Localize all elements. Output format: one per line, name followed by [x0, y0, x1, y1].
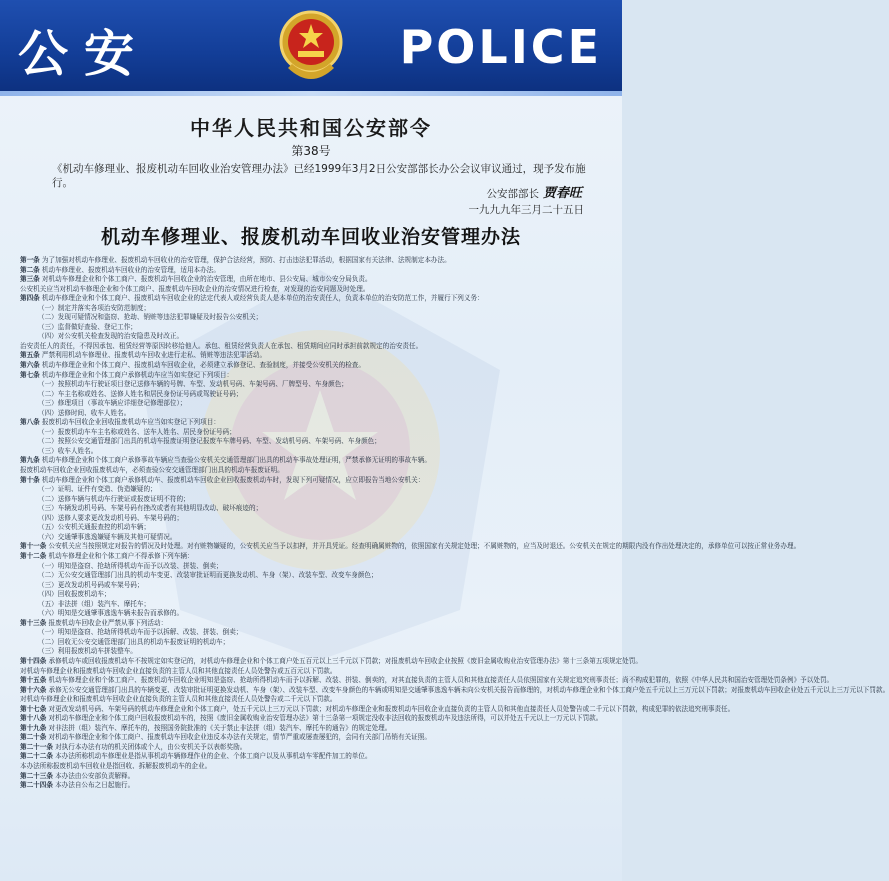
article-line	[20, 380, 602, 390]
article-line	[20, 428, 602, 438]
article-text: （一）明知是盗窃、抢劫所得机动车而予以拆解、改装、拼装、倒卖；	[38, 628, 243, 637]
article-line	[20, 266, 602, 276]
article-line	[20, 523, 602, 533]
article-line	[20, 752, 602, 762]
article-text: 对机动车修理企业和个体工商户回收报废机动车的，按照《废旧金属收购业治安管理办法》第十三条第一项规定没收非法回收的报废机动车及违法所得，可以并处五千元以上一万元以下罚款。	[48, 714, 603, 723]
article-line	[20, 313, 602, 323]
article-line	[20, 562, 602, 572]
article-text: （一）证明、证件有变造、伪造嫌疑的；	[38, 485, 157, 494]
article-text: （三）更改发动机号码或车架号码；	[38, 580, 144, 589]
article-text: 治安责任人的责任，不得因承包、租赁经营等原因转移给他人。承包、租赁经营负责人在承包、租赁期间应同时承担前款规定的治安责任。	[20, 341, 423, 350]
article-line	[20, 714, 602, 724]
article-number: 第七条	[20, 370, 40, 379]
header-left-text: 公安	[18, 25, 150, 83]
article-number: 第十九条	[20, 723, 47, 732]
article-text: 报废机动车回收企业严禁从事下列活动：	[48, 618, 168, 627]
article-line	[20, 733, 602, 743]
article-line	[20, 781, 602, 791]
national-emblem-icon	[276, 4, 346, 90]
article-number: 第十八条	[20, 714, 47, 723]
article-text: 对机动车修理企业和个体工商户、报废机动车回收企业的治安管理，由所在地市、县公安局、城市公安分局负责。	[41, 275, 372, 284]
article-text: 为了加强对机动车修理业、报废机动车回收业的治安管理，保护合法经营，预防、打击违法犯罪活动，根据国家有关法律、法规制定本办法。	[41, 256, 451, 264]
article-line	[20, 409, 602, 419]
article-text: 对机动车修理企业和个体工商户、报废机动车回收企业违反本办法有关规定，情节严重或屡查屡犯的，会同有关部门吊销有关证照。	[48, 733, 431, 742]
signatory-label: 公安部部长	[486, 188, 539, 200]
article-line	[20, 724, 602, 734]
article-text: （二）送修车辆与机动车行驶证或报废证明不符的；	[38, 494, 190, 503]
articles-body	[20, 256, 889, 791]
article-number: 第二十四条	[20, 781, 53, 790]
header-stripe	[0, 91, 622, 96]
article-text: 承修无公安交通管理部门出具的车辆变更、改装审批证明更换发动机、车身（架）、改装车型、改变车身颜色的车辆或明知是交通肇事逃逸车辆未向公安机关报告而修理的，对机动车修理企业和个体工商户处五千元以上三万元以下罚款；对报废机动车回收企业处五千元以上三万元以下罚款。	[48, 685, 889, 694]
article-line	[20, 275, 602, 285]
decree-intro: 《机动车修理业、报废机动车回收业治安管理办法》已经1999年3月2日公安部部长办公会议审议通过，现予发布施行。	[52, 163, 586, 189]
article-text: 机动车修理业、报废机动车回收业的治安管理，适用本办法。	[41, 265, 220, 274]
article-line	[20, 628, 602, 638]
article-line	[20, 571, 602, 581]
article-line	[20, 390, 602, 400]
article-text: 机动车修理企业和个体工商户不得承修下列车辆：	[48, 551, 194, 560]
article-text: （一）制定并落实各项治安防范制度；	[38, 303, 151, 312]
article-text: 严禁利用机动车修理业、报废机动车回收业进行走私、销赃等违法犯罪活动。	[41, 351, 267, 360]
article-text: 公安机关应当按照规定对报告的情况及时处理。对有赃物嫌疑的，公安机关应当予以扣押，并开具凭证。经查明确属赃物的，依照国家有关规定处理；不属赃物的，应当及时退还。公安机关在规定的期限内没有作出处理决定的，承修单位可以按正常业务办理。	[48, 542, 801, 551]
article-number: 第一条	[20, 256, 40, 264]
article-number: 第九条	[20, 456, 40, 465]
article-text: 机动车修理企业和个体工商户承修事故车辆应当查验公安机关交通管理部门出具的机动车事故处理证明，严禁承修无证明的事故车辆。	[41, 456, 431, 465]
article-line	[20, 485, 602, 495]
article-number: 第十三条	[20, 618, 47, 627]
article-text: （二）回收无公安交通管理部门出具的机动车报废证明的机动车；	[38, 637, 230, 646]
decree-number: 第38号	[291, 144, 331, 158]
article-line	[20, 772, 602, 782]
article-text: （一）明知是盗窃、抢劫所得机动车而予以改装、拼装、倒卖；	[38, 561, 223, 570]
article-number: 第十四条	[20, 656, 47, 665]
article-text: 机动车修理企业和个体工商户、报废机动车回收企业明知是盗窃、抢劫所得机动车而予以拆解、改装、拼装、倒卖的，对其直接负责的主管人员和其他直接责任人员依照国家有关规定追究刑事责任；尚不构成犯罪的，依照《中华人民共和国治安管理处罚条例》予以处罚。	[48, 676, 834, 685]
article-text: （六）明知是交通肇事逃逸车辆未报告而承修的。	[38, 609, 184, 618]
article-text: （二）按照公安交通管理部门出具的机动车报废证明登记报废车车牌号码、车型、发动机号码、车架号码、车身颜色；	[38, 437, 381, 446]
article-number: 第十七条	[20, 704, 47, 713]
article-text: （四）送修人要求更改发动机号码、车架号码的；	[38, 513, 184, 522]
article-text: （二）无公安交通管理部门出具的机动车变更、改装审批证明而更换发动机、车身（架）、改装车型、改变车身颜色；	[38, 571, 378, 580]
article-line	[20, 456, 602, 466]
article-text: （三）利用报废机动车拼装整车。	[38, 647, 137, 656]
article-line	[20, 361, 602, 371]
article-text: 对非法拼（组）装汽车、摩托车的，按照国务院批准的《关于禁止非法拼（组）装汽车、摩托车的通告》的规定处理。	[48, 723, 392, 732]
article-text: （二）发现可疑情况和盗窃、抢劫、销赃等违法犯罪嫌疑及时报告公安机关；	[38, 313, 263, 322]
article-line	[20, 656, 642, 667]
article-number: 第十五条	[20, 676, 47, 685]
article-number: 第二十一条	[20, 742, 53, 751]
article-line	[20, 285, 602, 295]
article-line	[20, 533, 602, 543]
article-number: 第五条	[20, 351, 40, 360]
article-text: 对执行本办法有功的机关团体或个人，由公安机关予以表彰奖励。	[55, 742, 247, 751]
article-line	[20, 476, 602, 486]
article-number: 第二条	[20, 265, 40, 274]
article-text: （四）回收报废机动车；	[38, 590, 111, 599]
article-line	[20, 676, 834, 686]
article-text: 本办法所称机动车修理业是指从事机动车辆修理作业的企业、个体工商户以及从事机动车零配件加工的单位。	[55, 752, 372, 761]
article-number: 第二十条	[20, 733, 47, 742]
article-number: 第十一条	[20, 542, 47, 551]
article-line	[20, 743, 602, 753]
article-text: 报废机动车回收企业回收报废机动车应当如实登记下列项目：	[41, 418, 220, 427]
article-number: 第十六条	[20, 685, 47, 694]
article-text: 机动车修理企业和个体工商户、报废机动车回收企业的法定代表人或经营负责人是本单位的治安责任人，负责本单位的治安防范工作，并履行下列义务：	[41, 294, 484, 303]
article-number: 第二十二条	[20, 752, 53, 761]
article-text: 报废机动车回收企业回收报废机动车，必须查验公安交通管理部门出具的机动车报废证明。	[20, 466, 284, 475]
article-text: 机动车修理企业和个体工商户承修机动车、报废机动车回收企业回收报废机动车时，发现下列可疑情况，应立即报告当地公安机关：	[41, 475, 425, 484]
article-line	[20, 256, 602, 266]
article-number: 第十二条	[20, 551, 47, 560]
article-line	[20, 418, 602, 428]
decree-date: 一九九九年三月二十五日	[468, 204, 584, 216]
article-text: （一）报废机动车车主名称或姓名、送车人姓名、居民身份证号码；	[38, 427, 236, 436]
article-text: 机动车修理企业和个体工商户、报废机动车回收企业，必须建立承修登记、查验制度，并接受公安机关的检查。	[41, 361, 365, 370]
article-text: （五）公安机关通报查控的机动车辆；	[38, 523, 151, 532]
article-line	[20, 504, 602, 514]
article-text: 本办法由公安部负责解释。	[55, 771, 135, 780]
article-text: 本办法所称报废机动车回收业是指回收、拆解报废机动车的企业。	[20, 761, 212, 770]
article-line	[20, 581, 602, 591]
article-text: （一）按照机动车行驶证项目登记送修车辆的号牌、车型、发动机号码、车架号码、厂牌型号、车身颜色；	[38, 380, 348, 389]
article-line	[20, 437, 602, 447]
article-line	[20, 466, 602, 476]
article-text: （三）收车人姓名。	[38, 446, 98, 455]
document-title: 机动车修理业、报废机动车回收业治安管理办法	[100, 226, 521, 248]
article-line	[20, 332, 602, 342]
article-number: 第四条	[20, 294, 40, 303]
article-line	[20, 304, 602, 314]
article-text: （六）交通肇事逃逸嫌疑车辆及其他可疑情况。	[38, 532, 177, 541]
article-number: 第六条	[20, 361, 40, 370]
article-line	[20, 514, 602, 524]
article-line	[20, 590, 602, 600]
article-line	[20, 695, 602, 705]
article-line	[20, 552, 602, 562]
article-number: 第八条	[20, 418, 40, 427]
decree-title: 中华人民共和国公安部令	[190, 116, 432, 140]
signatory	[486, 182, 582, 201]
article-text: 对更改发动机号码、车架号码的机动车修理企业和个体工商户，处五千元以上三万元以下罚款；对机动车修理企业和报废机动车回收企业直接负责的主管人员和其他直接责任人员处警告或二千元以下罚款，构成犯罪的依法追究刑事责任。	[48, 704, 735, 713]
article-line	[20, 600, 602, 610]
article-line	[20, 495, 602, 505]
article-line	[20, 399, 602, 409]
article-line	[20, 351, 602, 361]
article-text: （二）车主名称或姓名、送修人姓名和居民身份证号码或驾驶证号码；	[38, 389, 243, 398]
article-line	[20, 542, 801, 552]
article-text: （四）对公安机关检查发现的治安隐患及时改正。	[38, 332, 184, 341]
article-text: 机动车修理企业和个体工商户承修机动车应当如实登记下列项目：	[41, 370, 234, 379]
article-line	[20, 371, 602, 381]
article-number: 第十条	[20, 475, 40, 484]
article-line	[20, 685, 889, 696]
article-line	[20, 647, 602, 657]
signature: 贾春旺	[542, 186, 582, 201]
article-text: 对机动车修理企业和报废机动车回收企业直接负责的主管人员和其他直接责任人员处警告或二千元以下罚款。	[20, 695, 337, 704]
article-line	[20, 323, 602, 333]
article-text: 公安机关应当对机动车修理企业和个体工商户、报废机动车回收企业的治安情况进行检查，对发现的治安问题及时处理。	[20, 284, 370, 293]
article-text: （五）非法拼（组）装汽车、摩托车；	[38, 599, 151, 608]
article-number: 第三条	[20, 275, 40, 284]
article-line	[20, 294, 602, 304]
article-number: 第二十三条	[20, 771, 53, 780]
article-line	[20, 667, 602, 677]
article-line	[20, 638, 602, 648]
article-text: （四）送修时间、收车人姓名。	[38, 408, 131, 417]
article-text: 承修机动车或回收报废机动车不按规定如实登记的，对机动车修理企业和个体工商户处五百元以上三千元以下罚款；对报废机动车回收企业按照《废旧金属收购业治安管理办法》第十三条第五项规定处罚。	[48, 656, 642, 665]
police-header-banner	[0, 0, 622, 96]
article-line	[20, 762, 602, 772]
article-text: （三）监督做好查验、登记工作；	[38, 322, 137, 331]
article-line	[20, 704, 735, 715]
header-right-text: POLICE	[399, 20, 602, 74]
article-line	[20, 609, 602, 619]
article-line	[20, 619, 602, 629]
article-text: 本办法自公布之日起施行。	[55, 781, 135, 790]
article-text: 对机动车修理企业和报废机动车回收企业直接负责的主管人员和其他直接责任人员处警告或五百元以下罚款。	[20, 666, 337, 675]
article-text: （三）修理项目（事故车辆应详细登记修理部位）；	[38, 399, 187, 408]
article-text: （三）车辆发动机号码、车架号码有挫改或者有其他明显改动、破坏痕迹的；	[38, 504, 263, 513]
